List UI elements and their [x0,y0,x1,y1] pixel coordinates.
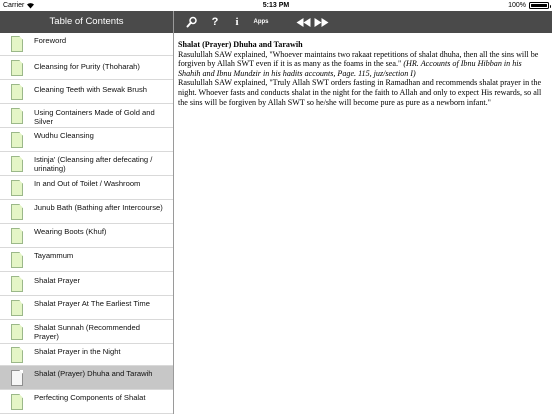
document-icon [11,228,23,244]
carrier-label: Carrier [3,2,25,9]
document-icon [11,132,23,148]
toc-item-label: Tayammum [34,251,74,260]
toc-item[interactable] [0,152,173,176]
document-icon [11,347,23,363]
toc-item-label: Using Containers Made of Gold and Silver [34,108,155,127]
toc-item-label: Perfecting Components of Shalat [34,393,146,402]
article-paragraph [178,50,546,79]
battery-percent: 100% [508,2,526,9]
toc-list [0,33,173,414]
toc-item-label: Shalat Prayer in the Night [34,347,121,356]
toc-item[interactable] [0,104,173,128]
document-icon [11,180,23,196]
split-divider [173,11,174,414]
toc-item-label: Cleansing for Purity (Thoharah) [34,62,140,71]
fast-forward-icon [314,18,329,27]
toc-item-label: Junub Bath (Bathing after Intercourse) [34,203,163,212]
toc-item[interactable] [0,128,173,152]
sidebar-header [0,11,173,33]
apps-button[interactable] [250,11,272,33]
toc-item-label: Wearing Boots (Khuf) [34,227,107,236]
battery-icon [529,2,549,9]
document-icon [11,84,23,100]
paragraph-text: Rasulullah SAW explained, "Whoever maintains two rakaat repetitions of shalat dhuha, then all the sins will be forgiven by Allah SWT even if it is as many as the foams in the sea." [178,49,539,69]
toc-item-label: Shalat Prayer At The Earliest Time [34,299,150,308]
document-icon [11,276,23,292]
toc-item-label: Shalat Sunnah (Recommended Prayer) [34,323,140,342]
help-button[interactable] [209,11,221,33]
document-icon [11,108,23,124]
toc-item[interactable] [0,272,173,296]
toc-item-label: Istinja' (Cleansing after defecating / urinating) [34,155,153,174]
document-icon [11,60,23,76]
status-bar [0,0,552,11]
document-icon [11,394,23,410]
toc-item-label: Shalat (Prayer) Dhuha and Tarawih [34,369,153,378]
document-icon [11,370,23,386]
rewind-icon [296,18,311,27]
document-icon [11,324,23,340]
toc-item-label: In and Out of Toilet / Washroom [34,179,141,188]
toc-item[interactable] [0,200,173,224]
toc-item-label: Shalat Prayer [34,276,81,285]
toc-item-label: Wudhu Cleansing [34,131,94,140]
toc-item[interactable] [0,80,173,104]
search-button[interactable] [185,11,199,33]
document-icon [11,156,23,172]
toc-item[interactable] [0,320,173,344]
citation: (HR. Accounts of Ibnu Hibban in his Shahih and Ibnu Mundzir in his hadits accounts, Page. 115, juz/section I) [178,59,522,78]
status-right [508,0,549,11]
article-content [178,40,546,107]
search-icon [186,16,198,28]
toc-item[interactable] [0,176,173,200]
toc-item[interactable] [0,56,173,80]
toc-item[interactable] [0,296,173,320]
status-time: 5:13 PM [262,2,290,9]
toc-item[interactable] [0,344,173,366]
toc-item[interactable] [0,33,173,56]
toc-item[interactable] [0,248,173,272]
sidebar-title: Table of Contents [49,16,124,27]
toc-item-label: Cleaning Teeth with Sewak Brush [34,85,147,94]
toc-item-label: Foreword [34,36,67,45]
help-icon: ? [211,16,219,28]
article-title: Shalat (Prayer) Dhuha and Tarawih [178,40,303,49]
document-icon [11,252,23,268]
document-icon [11,300,23,316]
previous-chapter-button[interactable] [295,11,311,33]
info-icon: i [235,16,239,28]
next-chapter-button[interactable] [313,11,329,33]
toc-item[interactable] [0,390,173,414]
toolbar [174,11,552,33]
apps-label: Apps [253,19,269,25]
document-icon [11,36,23,52]
article-paragraph: Rasulullah SAW explained, "Truly Allah SWT orders fasting in Ramadhan and recommends shalat prayer in the night. Whoever fasts and conducts shalat in the night for the faith to Allah and only to expect His rewards, so all the sins will be forgiven by Allah SWT so he/she will become pure as pure as a newborn infant." [178,78,542,107]
document-icon [11,204,23,220]
toc-item-selected[interactable] [0,366,173,390]
info-button[interactable] [232,11,242,33]
toc-item[interactable] [0,224,173,248]
